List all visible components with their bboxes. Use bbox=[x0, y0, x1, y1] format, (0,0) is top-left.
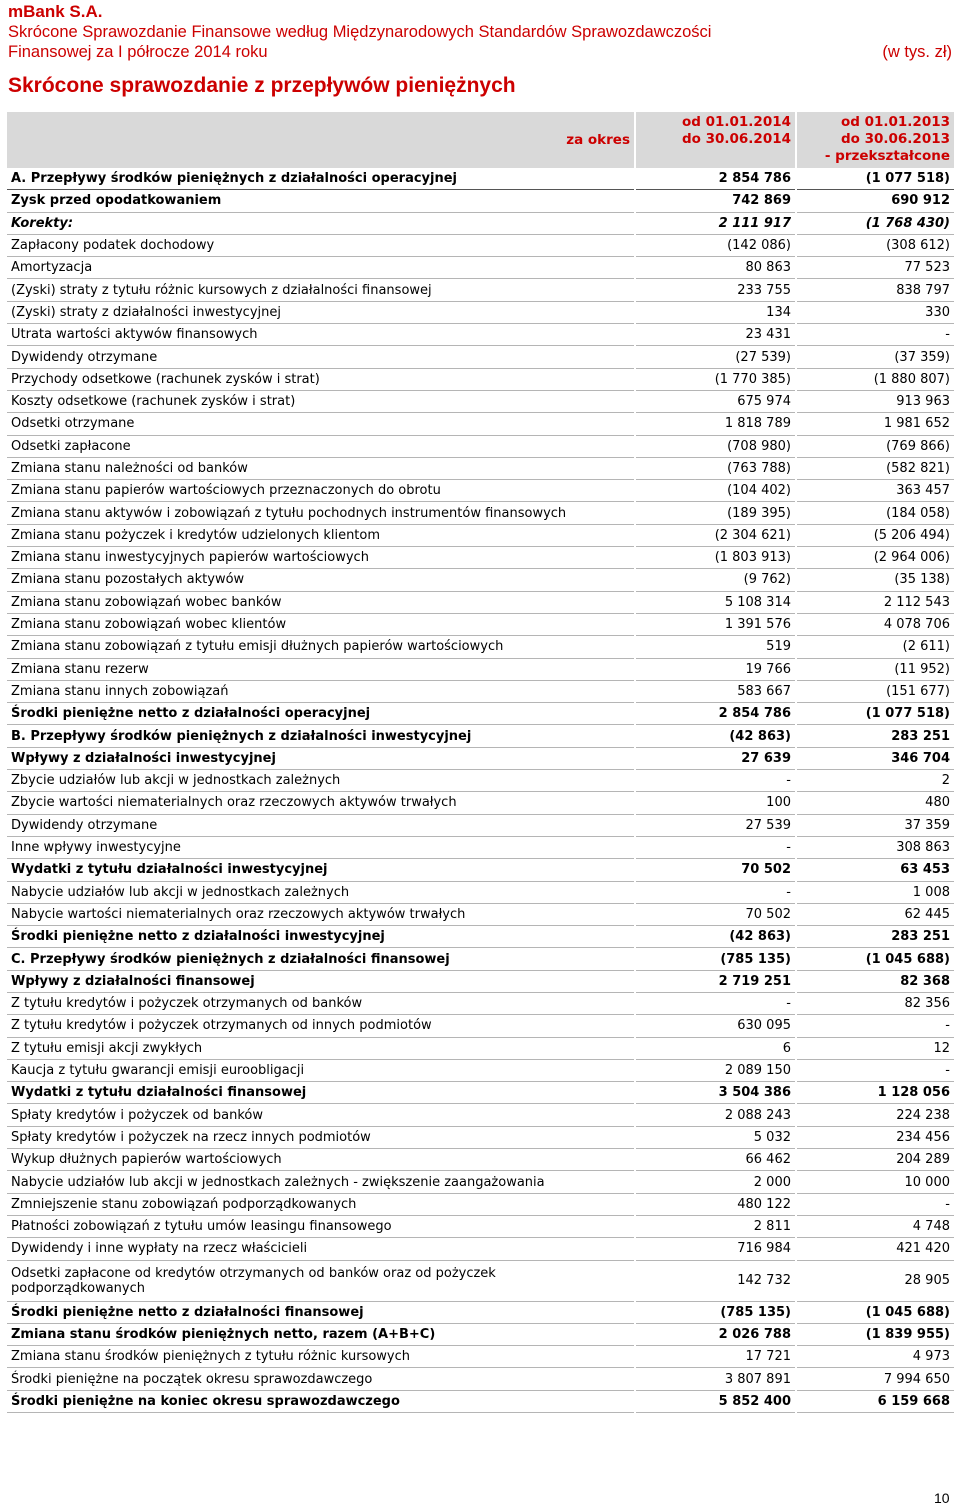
table-row bbox=[7, 992, 954, 1014]
row-label: Przychody odsetkowe (rachunek zysków i strat) bbox=[7, 368, 635, 390]
value-2013: 913 963 bbox=[796, 390, 954, 412]
value-2014: - bbox=[635, 881, 796, 903]
row-label: Nabycie wartości niematerialnych oraz rzeczowych aktywów trwałych bbox=[7, 903, 635, 925]
value-2014: (189 395) bbox=[635, 502, 796, 524]
table-row bbox=[7, 1390, 954, 1412]
row-label: Nabycie udziałów lub akcji w jednostkach zależnych bbox=[7, 881, 635, 903]
row-label: Wydatki z tytułu działalności finansowej bbox=[7, 1082, 635, 1104]
value-2013: 363 457 bbox=[796, 480, 954, 502]
value-2013: 224 238 bbox=[796, 1104, 954, 1126]
value-2014: 3 807 891 bbox=[635, 1368, 796, 1390]
value-2013: 77 523 bbox=[796, 257, 954, 279]
row-label: Wpływy z działalności finansowej bbox=[7, 970, 635, 992]
value-2013: 1 981 652 bbox=[796, 413, 954, 435]
table-row bbox=[7, 770, 954, 792]
row-label: Inne wpływy inwestycyjne bbox=[7, 836, 635, 858]
table-row bbox=[7, 1301, 954, 1323]
row-label: Środki pieniężne na początek okresu sprawozdawczego bbox=[7, 1368, 635, 1390]
table-row bbox=[7, 435, 954, 457]
table-row bbox=[7, 1368, 954, 1390]
row-label: Zysk przed opodatkowaniem bbox=[7, 190, 635, 212]
document-title-cont: Finansowej za I półrocze 2014 roku bbox=[8, 43, 268, 61]
value-2013: (1 045 688) bbox=[796, 1301, 954, 1323]
value-2013: 28 905 bbox=[796, 1260, 954, 1301]
table-row bbox=[7, 324, 954, 346]
row-label: Dywidendy i inne wypłaty na rzecz właścicieli bbox=[7, 1238, 635, 1260]
row-label: Z tytułu emisji akcji zwykłych bbox=[7, 1037, 635, 1059]
value-2014: 742 869 bbox=[635, 190, 796, 212]
value-2014: 6 bbox=[635, 1037, 796, 1059]
value-2014: 70 502 bbox=[635, 859, 796, 881]
value-2014: 19 766 bbox=[635, 658, 796, 680]
table-row bbox=[7, 1149, 954, 1171]
value-2013: - bbox=[796, 1059, 954, 1081]
row-label: Z tytułu kredytów i pożyczek otrzymanych od banków bbox=[7, 992, 635, 1014]
row-label: Zmiana stanu aktywów i zobowiązań z tytułu pochodnych instrumentów finansowych bbox=[7, 502, 635, 524]
company-name: mBank S.A. bbox=[8, 2, 103, 21]
value-2013: (37 359) bbox=[796, 346, 954, 368]
value-2013: (11 952) bbox=[796, 658, 954, 680]
value-2014: 66 462 bbox=[635, 1149, 796, 1171]
table-row bbox=[7, 502, 954, 524]
section-title: Skrócone sprawozdanie z przepływów pieniężnych bbox=[8, 74, 516, 97]
row-label: Zmiana stanu zobowiązań wobec banków bbox=[7, 591, 635, 613]
table-row bbox=[7, 413, 954, 435]
row-label: Zbycie wartości niematerialnych oraz rzeczowych aktywów trwałych bbox=[7, 792, 635, 814]
row-label: C. Przepływy środków pieniężnych z działalności finansowej bbox=[7, 948, 635, 970]
table-row bbox=[7, 1104, 954, 1126]
table-row bbox=[7, 168, 954, 190]
column-header-2014: od 01.01.2014 do 30.06.2014 bbox=[635, 112, 796, 168]
value-2014: 2 719 251 bbox=[635, 970, 796, 992]
value-2014: (27 539) bbox=[635, 346, 796, 368]
value-2013: 838 797 bbox=[796, 279, 954, 301]
table-row bbox=[7, 1193, 954, 1215]
row-label: Korekty: bbox=[7, 212, 635, 234]
row-label: Spłaty kredytów i pożyczek na rzecz innych podmiotów bbox=[7, 1126, 635, 1148]
value-2013: 6 159 668 bbox=[796, 1390, 954, 1412]
value-2014: 2 811 bbox=[635, 1215, 796, 1237]
row-label: Zmiana stanu należności od banków bbox=[7, 457, 635, 479]
value-2014: 1 818 789 bbox=[635, 413, 796, 435]
row-label: Zmiana stanu innych zobowiązań bbox=[7, 680, 635, 702]
row-label: Utrata wartości aktywów finansowych bbox=[7, 324, 635, 346]
value-2013: (1 077 518) bbox=[796, 168, 954, 190]
value-2013: 10 000 bbox=[796, 1171, 954, 1193]
table-row bbox=[7, 970, 954, 992]
value-2014: (785 135) bbox=[635, 1301, 796, 1323]
table-row bbox=[7, 1238, 954, 1260]
value-2013: 1 008 bbox=[796, 881, 954, 903]
row-label: Środki pieniężne na koniec okresu sprawozdawczego bbox=[7, 1390, 635, 1412]
value-2014: (42 863) bbox=[635, 926, 796, 948]
value-2014: (708 980) bbox=[635, 435, 796, 457]
table-row bbox=[7, 725, 954, 747]
table-row bbox=[7, 257, 954, 279]
row-label: Zbycie udziałów lub akcji w jednostkach zależnych bbox=[7, 770, 635, 792]
row-label: Zmiana stanu rezerw bbox=[7, 658, 635, 680]
value-2014: (785 135) bbox=[635, 948, 796, 970]
row-label: Zmiana stanu środków pieniężnych z tytułu różnic kursowych bbox=[7, 1346, 635, 1368]
value-2013: (184 058) bbox=[796, 502, 954, 524]
table-row bbox=[7, 1059, 954, 1081]
table-row bbox=[7, 1260, 954, 1301]
value-2013: (2 964 006) bbox=[796, 547, 954, 569]
row-label: A. Przepływy środków pieniężnych z działalności operacyjnej bbox=[7, 168, 635, 190]
value-2013: - bbox=[796, 324, 954, 346]
row-label: Środki pieniężne netto z działalności inwestycyjnej bbox=[7, 926, 635, 948]
table-row bbox=[7, 368, 954, 390]
value-2013: 234 456 bbox=[796, 1126, 954, 1148]
value-2014: 1 391 576 bbox=[635, 613, 796, 635]
value-2014: 2 089 150 bbox=[635, 1059, 796, 1081]
row-label: Zmiana stanu zobowiązań wobec klientów bbox=[7, 613, 635, 635]
row-label: Środki pieniężne netto z działalności operacyjnej bbox=[7, 703, 635, 725]
row-label: (Zyski) straty z tytułu różnic kursowych z działalności finansowej bbox=[7, 279, 635, 301]
table-row bbox=[7, 926, 954, 948]
cash-flow-table bbox=[7, 112, 954, 1413]
row-label: Zapłacony podatek dochodowy bbox=[7, 234, 635, 256]
value-2014: (2 304 621) bbox=[635, 524, 796, 546]
value-2014: 519 bbox=[635, 636, 796, 658]
document-title: Skrócone Sprawozdanie Finansowe według Międzynarodowych Standardów Sprawozdawczości bbox=[8, 23, 712, 41]
value-2013: (308 612) bbox=[796, 234, 954, 256]
value-2014: 2 000 bbox=[635, 1171, 796, 1193]
value-2013: (582 821) bbox=[796, 457, 954, 479]
value-2013: - bbox=[796, 1015, 954, 1037]
value-2014: (104 402) bbox=[635, 480, 796, 502]
value-2014: 17 721 bbox=[635, 1346, 796, 1368]
row-label: Dywidendy otrzymane bbox=[7, 346, 635, 368]
value-2014: 70 502 bbox=[635, 903, 796, 925]
table-row bbox=[7, 1126, 954, 1148]
table-row bbox=[7, 212, 954, 234]
value-2014: (763 788) bbox=[635, 457, 796, 479]
table-row bbox=[7, 547, 954, 569]
value-2013: 1 128 056 bbox=[796, 1082, 954, 1104]
value-2013: 7 994 650 bbox=[796, 1368, 954, 1390]
table-row bbox=[7, 747, 954, 769]
table-header-row bbox=[7, 112, 954, 168]
table-row bbox=[7, 814, 954, 836]
table-row bbox=[7, 346, 954, 368]
value-2014: 2 111 917 bbox=[635, 212, 796, 234]
value-2013: 2 bbox=[796, 770, 954, 792]
table-row bbox=[7, 1082, 954, 1104]
row-label: Wykup dłużnych papierów wartościowych bbox=[7, 1149, 635, 1171]
row-label: Środki pieniężne netto z działalności finansowej bbox=[7, 1301, 635, 1323]
period-label: za okres bbox=[7, 112, 635, 168]
table-row bbox=[7, 613, 954, 635]
table-row bbox=[7, 1215, 954, 1237]
table-row bbox=[7, 234, 954, 256]
value-2013: 480 bbox=[796, 792, 954, 814]
value-2013: 283 251 bbox=[796, 926, 954, 948]
value-2014: 80 863 bbox=[635, 257, 796, 279]
table-row bbox=[7, 591, 954, 613]
value-2013: 82 356 bbox=[796, 992, 954, 1014]
value-2013: (1 045 688) bbox=[796, 948, 954, 970]
value-2014: 480 122 bbox=[635, 1193, 796, 1215]
units-label: (w tys. zł) bbox=[882, 43, 952, 61]
row-label: Odsetki zapłacone od kredytów otrzymanych od banków oraz od pożyczek podporządkowanych bbox=[7, 1260, 635, 1301]
row-label: Zmiana stanu środków pieniężnych netto, razem (A+B+C) bbox=[7, 1323, 635, 1345]
table-row bbox=[7, 859, 954, 881]
value-2013: 62 445 bbox=[796, 903, 954, 925]
value-2013: (35 138) bbox=[796, 569, 954, 591]
value-2014: (1 770 385) bbox=[635, 368, 796, 390]
value-2013: 330 bbox=[796, 301, 954, 323]
value-2013: 82 368 bbox=[796, 970, 954, 992]
value-2013: 2 112 543 bbox=[796, 591, 954, 613]
column-header-2013: od 01.01.2013 do 30.06.2013 - przekształcone bbox=[796, 112, 954, 168]
table-row bbox=[7, 190, 954, 212]
value-2013: 12 bbox=[796, 1037, 954, 1059]
value-2014: 630 095 bbox=[635, 1015, 796, 1037]
value-2013: (1 880 807) bbox=[796, 368, 954, 390]
table-row bbox=[7, 903, 954, 925]
value-2014: (9 762) bbox=[635, 569, 796, 591]
row-label: Zmniejszenie stanu zobowiązań podporządkowanych bbox=[7, 1193, 635, 1215]
value-2013: (1 077 518) bbox=[796, 703, 954, 725]
value-2014: 233 755 bbox=[635, 279, 796, 301]
table-row bbox=[7, 658, 954, 680]
value-2013: 421 420 bbox=[796, 1238, 954, 1260]
row-label: Koszty odsetkowe (rachunek zysków i strat) bbox=[7, 390, 635, 412]
value-2014: 5 108 314 bbox=[635, 591, 796, 613]
value-2014: - bbox=[635, 770, 796, 792]
value-2013: 204 289 bbox=[796, 1149, 954, 1171]
value-2013: 37 359 bbox=[796, 814, 954, 836]
row-label: Dywidendy otrzymane bbox=[7, 814, 635, 836]
value-2013: (2 611) bbox=[796, 636, 954, 658]
row-label: Zmiana stanu pozostałych aktywów bbox=[7, 569, 635, 591]
value-2013: 63 453 bbox=[796, 859, 954, 881]
table-row bbox=[7, 1015, 954, 1037]
value-2014: 134 bbox=[635, 301, 796, 323]
row-label: Spłaty kredytów i pożyczek od banków bbox=[7, 1104, 635, 1126]
value-2014: - bbox=[635, 992, 796, 1014]
value-2014: 2 026 788 bbox=[635, 1323, 796, 1345]
value-2013: 283 251 bbox=[796, 725, 954, 747]
table-row bbox=[7, 881, 954, 903]
row-label: Z tytułu kredytów i pożyczek otrzymanych od innych podmiotów bbox=[7, 1015, 635, 1037]
value-2013: 4 748 bbox=[796, 1215, 954, 1237]
value-2014: 2 854 786 bbox=[635, 703, 796, 725]
value-2013: 4 078 706 bbox=[796, 613, 954, 635]
row-label: Wpływy z działalności inwestycyjnej bbox=[7, 747, 635, 769]
row-label: Zmiana stanu inwestycyjnych papierów wartościowych bbox=[7, 547, 635, 569]
value-2014: 23 431 bbox=[635, 324, 796, 346]
row-label: Wydatki z tytułu działalności inwestycyjnej bbox=[7, 859, 635, 881]
value-2013: - bbox=[796, 1193, 954, 1215]
table-row bbox=[7, 1346, 954, 1368]
value-2014: (42 863) bbox=[635, 725, 796, 747]
row-label: Nabycie udziałów lub akcji w jednostkach zależnych - zwiększenie zaangażowania bbox=[7, 1171, 635, 1193]
value-2014: (142 086) bbox=[635, 234, 796, 256]
document-header bbox=[8, 0, 952, 62]
table-row bbox=[7, 569, 954, 591]
row-label: (Zyski) straty z działalności inwestycyjnej bbox=[7, 301, 635, 323]
table-row bbox=[7, 1037, 954, 1059]
value-2013: 4 973 bbox=[796, 1346, 954, 1368]
table-row bbox=[7, 390, 954, 412]
value-2014: 3 504 386 bbox=[635, 1082, 796, 1104]
table-row bbox=[7, 792, 954, 814]
table-row bbox=[7, 457, 954, 479]
table-row bbox=[7, 703, 954, 725]
value-2013: 308 863 bbox=[796, 836, 954, 858]
row-label: Płatności zobowiązań z tytułu umów leasingu finansowego bbox=[7, 1215, 635, 1237]
table-row bbox=[7, 1323, 954, 1345]
row-label: Amortyzacja bbox=[7, 257, 635, 279]
row-label: Odsetki zapłacone bbox=[7, 435, 635, 457]
table-row bbox=[7, 948, 954, 970]
value-2014: 2 854 786 bbox=[635, 168, 796, 190]
table-row bbox=[7, 279, 954, 301]
table-row bbox=[7, 836, 954, 858]
value-2014: 100 bbox=[635, 792, 796, 814]
value-2013: 690 912 bbox=[796, 190, 954, 212]
row-label: Zmiana stanu papierów wartościowych przeznaczonych do obrotu bbox=[7, 480, 635, 502]
value-2014: 142 732 bbox=[635, 1260, 796, 1301]
value-2014: (1 803 913) bbox=[635, 547, 796, 569]
row-label: Kaucja z tytułu gwarancji emisji euroobligacji bbox=[7, 1059, 635, 1081]
table-row bbox=[7, 480, 954, 502]
value-2014: 5 852 400 bbox=[635, 1390, 796, 1412]
table-row bbox=[7, 524, 954, 546]
page-number: 10 bbox=[934, 1490, 950, 1506]
row-label: Zmiana stanu pożyczek i kredytów udzielonych klientom bbox=[7, 524, 635, 546]
value-2014: 716 984 bbox=[635, 1238, 796, 1260]
value-2014: 27 539 bbox=[635, 814, 796, 836]
value-2014: 2 088 243 bbox=[635, 1104, 796, 1126]
value-2014: 583 667 bbox=[635, 680, 796, 702]
table-row bbox=[7, 1171, 954, 1193]
value-2014: 675 974 bbox=[635, 390, 796, 412]
table-row bbox=[7, 301, 954, 323]
table-row bbox=[7, 680, 954, 702]
value-2014: - bbox=[635, 836, 796, 858]
document-title-line2 bbox=[8, 42, 952, 62]
value-2013: (1 768 430) bbox=[796, 212, 954, 234]
table-row bbox=[7, 636, 954, 658]
value-2013: (5 206 494) bbox=[796, 524, 954, 546]
value-2013: (1 839 955) bbox=[796, 1323, 954, 1345]
row-label: Zmiana stanu zobowiązań z tytułu emisji dłużnych papierów wartościowych bbox=[7, 636, 635, 658]
value-2013: (151 677) bbox=[796, 680, 954, 702]
row-label: Odsetki otrzymane bbox=[7, 413, 635, 435]
row-label: B. Przepływy środków pieniężnych z działalności inwestycyjnej bbox=[7, 725, 635, 747]
value-2013: (769 866) bbox=[796, 435, 954, 457]
value-2014: 27 639 bbox=[635, 747, 796, 769]
value-2014: 5 032 bbox=[635, 1126, 796, 1148]
value-2013: 346 704 bbox=[796, 747, 954, 769]
